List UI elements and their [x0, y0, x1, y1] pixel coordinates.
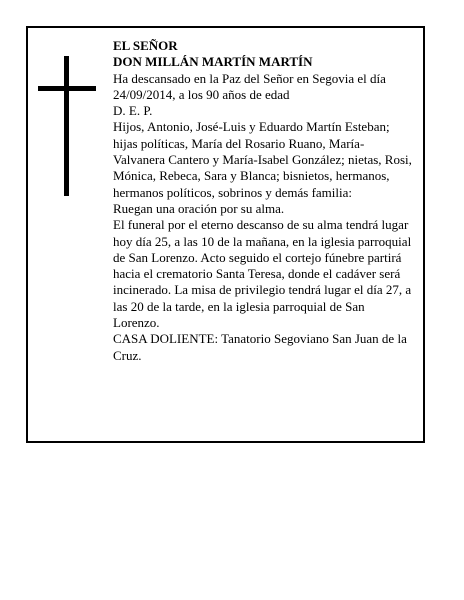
- notice-title: EL SEÑOR: [113, 38, 178, 53]
- cross-vertical-bar: [64, 56, 69, 196]
- cross-icon: [38, 56, 96, 196]
- deceased-name: DON MILLÁN MARTÍN MARTÍN: [113, 54, 313, 70]
- mourning-house: CASA DOLIENTE: Tanatorio Segoviano San Juan de la Cruz.: [113, 331, 407, 363]
- prayer-request: Ruegan una oración por su alma.: [113, 200, 285, 216]
- rip-line: D. E. P.: [113, 103, 153, 119]
- family-list: Hijos, Antonio, José-Luis y Eduardo Martín Esteban; hijas políticas, María del Rosario Ruano, María-Valvanera Cantero y María-Isabel González; nietas, Rosi, Mónica, Rebeca, Sara y Blanca; bisnietos, hermanos, hermanos políticos, sobrinos y demás familia:: [113, 119, 412, 200]
- funeral-details: El funeral por el eterno descanso de su alma tendrá lugar hoy día 25, a las 10 de la mañana, en la iglesia parroquial de San Lorenzo. Acto seguido el cortejo fúnebre partirá hacia el crematorio Santa Teresa, donde el cadáver será incinerado. La misa de privilegio tendrá lugar el día 27, a las 20 de la tarde, en la iglesia parroquial de San Lorenzo.: [113, 217, 412, 331]
- cross-horizontal-bar: [38, 86, 96, 91]
- death-announcement: Ha descansado en la Paz del Señor en Segovia el día 24/09/2014, a los 90 años de edad: [113, 70, 386, 102]
- obituary-text-block: [113, 38, 413, 364]
